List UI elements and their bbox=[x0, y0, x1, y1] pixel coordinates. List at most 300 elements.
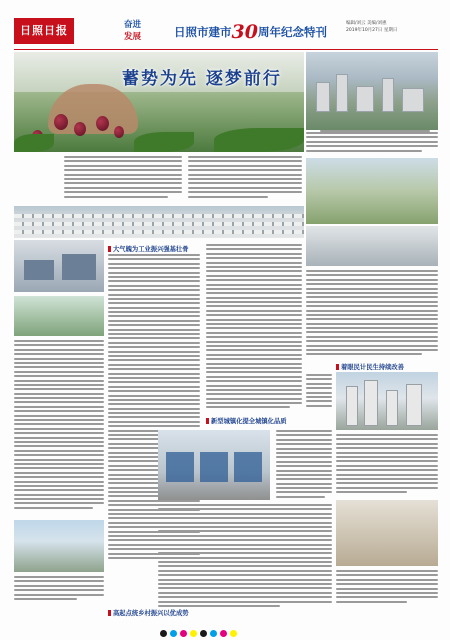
section-heading-rural: 高起点统乡村振兴以优成势 bbox=[108, 608, 189, 617]
text-line bbox=[14, 459, 104, 461]
text-line bbox=[306, 274, 438, 276]
text-line bbox=[158, 605, 280, 607]
text-line bbox=[306, 400, 332, 402]
text-line bbox=[14, 366, 104, 368]
text-line bbox=[336, 478, 438, 480]
middle-column bbox=[206, 244, 302, 411]
slogan-line-1: 奋进 bbox=[124, 20, 142, 30]
text-line bbox=[108, 263, 200, 265]
machine bbox=[24, 260, 54, 280]
text-line bbox=[336, 491, 407, 493]
text-line bbox=[336, 574, 438, 576]
text-line bbox=[306, 378, 332, 380]
text-line bbox=[206, 354, 302, 356]
text-line bbox=[306, 296, 438, 298]
text-line bbox=[206, 332, 302, 334]
text-line bbox=[108, 355, 200, 357]
community-photo bbox=[336, 500, 438, 566]
text-line bbox=[14, 502, 104, 504]
text-line bbox=[336, 487, 438, 489]
section-heading-livelihood: 着眼民计民生持续改善 bbox=[336, 362, 404, 371]
text-line bbox=[206, 393, 302, 395]
text-line bbox=[108, 307, 200, 309]
text-line bbox=[158, 561, 332, 563]
text-line bbox=[206, 275, 302, 277]
text-line bbox=[306, 392, 332, 394]
text-line bbox=[306, 132, 438, 134]
text-line bbox=[306, 345, 438, 347]
text-line bbox=[64, 191, 182, 193]
text-line bbox=[14, 485, 104, 487]
text-line bbox=[14, 410, 104, 412]
text-line bbox=[306, 279, 438, 281]
text-line bbox=[108, 311, 200, 313]
text-line bbox=[276, 452, 332, 454]
text-line bbox=[306, 374, 332, 376]
text-line bbox=[206, 253, 302, 255]
text-line bbox=[64, 160, 182, 162]
text-line bbox=[188, 178, 302, 180]
text-line bbox=[14, 481, 104, 483]
building bbox=[336, 74, 348, 112]
text-line bbox=[108, 359, 200, 361]
right-column bbox=[306, 270, 438, 358]
text-line bbox=[206, 341, 302, 343]
text-line bbox=[158, 539, 332, 541]
print-swatch bbox=[210, 630, 217, 637]
text-line bbox=[14, 340, 104, 342]
text-line bbox=[108, 342, 200, 344]
text-line bbox=[108, 276, 200, 278]
paper-logo: 日照日报 bbox=[14, 18, 74, 44]
storefront-photo bbox=[158, 430, 270, 500]
text-line bbox=[206, 257, 302, 259]
text-line bbox=[306, 150, 422, 152]
text-line bbox=[306, 349, 438, 351]
text-line bbox=[336, 601, 407, 603]
machine bbox=[62, 254, 96, 280]
field-row bbox=[14, 214, 304, 218]
text-line bbox=[14, 371, 104, 373]
left-column bbox=[14, 340, 104, 511]
section-heading-urbanization: 新型城镇化提全城镇化品质 bbox=[206, 416, 287, 425]
text-line bbox=[108, 500, 200, 502]
text-line bbox=[14, 441, 104, 443]
text-line bbox=[14, 380, 104, 382]
text-line bbox=[158, 535, 332, 537]
leaf bbox=[14, 134, 54, 152]
text-line bbox=[14, 594, 104, 596]
tower bbox=[386, 390, 398, 426]
text-line bbox=[336, 443, 438, 445]
text-line bbox=[108, 395, 200, 397]
text-line bbox=[306, 141, 438, 143]
industrial-fields-photo bbox=[14, 206, 304, 238]
text-line bbox=[14, 472, 104, 474]
text-line bbox=[158, 530, 332, 532]
text-line bbox=[206, 380, 302, 382]
text-line bbox=[188, 169, 302, 171]
text-line bbox=[206, 288, 302, 290]
text-line bbox=[336, 447, 438, 449]
text-line bbox=[108, 346, 200, 348]
text-line bbox=[188, 165, 302, 167]
text-line bbox=[206, 244, 302, 246]
text-line bbox=[276, 474, 332, 476]
text-line bbox=[206, 270, 302, 272]
print-swatch bbox=[190, 630, 197, 637]
text-line bbox=[108, 333, 200, 335]
tree-photo bbox=[14, 296, 104, 336]
text-line bbox=[276, 461, 332, 463]
text-line bbox=[306, 327, 438, 329]
print-registration-marks bbox=[160, 622, 290, 630]
text-line bbox=[306, 314, 438, 316]
text-line bbox=[14, 344, 104, 346]
text-line bbox=[158, 579, 332, 581]
text-line bbox=[206, 349, 302, 351]
text-line bbox=[158, 544, 332, 546]
text-line bbox=[188, 160, 302, 162]
text-line bbox=[14, 450, 104, 452]
text-line bbox=[64, 182, 182, 184]
text-line bbox=[336, 460, 438, 462]
text-line bbox=[14, 585, 104, 587]
text-line bbox=[158, 574, 332, 576]
text-line bbox=[14, 494, 104, 496]
text-line bbox=[206, 406, 290, 408]
text-line bbox=[306, 136, 438, 138]
text-line bbox=[206, 358, 302, 360]
text-line bbox=[206, 297, 302, 299]
text-line bbox=[108, 403, 200, 405]
text-line bbox=[14, 375, 104, 377]
tower bbox=[364, 380, 378, 426]
text-line bbox=[206, 301, 302, 303]
text-line bbox=[306, 387, 332, 389]
text-line bbox=[14, 445, 104, 447]
text-line bbox=[14, 428, 104, 430]
text-line bbox=[14, 476, 104, 478]
tower bbox=[406, 384, 422, 426]
text-line bbox=[306, 288, 438, 290]
text-line bbox=[336, 465, 438, 467]
text-line bbox=[108, 368, 200, 370]
text-line bbox=[306, 305, 438, 307]
text-line bbox=[14, 467, 104, 469]
livelihood-column-bottom bbox=[336, 570, 438, 605]
text-line bbox=[108, 254, 200, 256]
urbanization-column bbox=[276, 430, 332, 500]
special-title-suffix: 周年纪念特刊 bbox=[257, 25, 327, 39]
text-line bbox=[206, 363, 302, 365]
text-line bbox=[276, 439, 332, 441]
text-line bbox=[276, 434, 332, 436]
skyline-photo bbox=[336, 372, 438, 430]
text-line bbox=[336, 434, 438, 436]
text-line bbox=[276, 483, 332, 485]
text-line bbox=[14, 353, 104, 355]
park-photo bbox=[306, 158, 438, 224]
text-line bbox=[206, 367, 302, 369]
grape-cluster bbox=[114, 126, 124, 138]
leaf bbox=[134, 132, 194, 152]
text-line bbox=[108, 408, 200, 410]
text-line bbox=[14, 423, 104, 425]
text-line bbox=[14, 388, 104, 390]
text-line bbox=[276, 456, 332, 458]
text-line bbox=[64, 178, 182, 180]
text-line bbox=[276, 491, 332, 493]
text-line bbox=[64, 174, 182, 176]
text-line bbox=[108, 285, 200, 287]
text-line bbox=[306, 145, 438, 147]
text-line bbox=[206, 310, 302, 312]
building bbox=[316, 82, 330, 112]
text-line bbox=[158, 552, 332, 554]
aerial-city-photo bbox=[306, 52, 438, 130]
text-line bbox=[336, 570, 438, 572]
text-line bbox=[306, 292, 438, 294]
text-line bbox=[14, 589, 104, 591]
print-swatch bbox=[160, 630, 167, 637]
text-line bbox=[306, 270, 438, 272]
text-line bbox=[158, 504, 332, 506]
text-line bbox=[206, 284, 302, 286]
text-line bbox=[14, 498, 104, 500]
text-line bbox=[158, 513, 332, 515]
text-line bbox=[158, 557, 332, 559]
grape-cluster bbox=[96, 116, 109, 131]
text-line bbox=[276, 478, 332, 480]
text-line bbox=[14, 397, 104, 399]
text-line bbox=[108, 298, 200, 300]
text-line bbox=[108, 329, 200, 331]
text-line bbox=[14, 362, 104, 364]
text-line bbox=[64, 196, 168, 198]
print-swatch bbox=[180, 630, 187, 637]
text-line bbox=[336, 438, 438, 440]
text-line bbox=[14, 437, 104, 439]
text-line bbox=[108, 412, 200, 414]
text-line bbox=[14, 419, 104, 421]
text-line bbox=[14, 598, 77, 600]
text-line bbox=[108, 373, 200, 375]
text-line bbox=[206, 279, 302, 281]
print-swatch bbox=[200, 630, 207, 637]
text-line bbox=[336, 452, 438, 454]
text-line bbox=[14, 415, 104, 417]
text-line bbox=[108, 364, 200, 366]
text-line bbox=[158, 517, 332, 519]
print-swatch bbox=[170, 630, 177, 637]
text-line bbox=[14, 349, 104, 351]
text-line bbox=[14, 576, 104, 578]
urbanization-column-bottom bbox=[158, 504, 332, 609]
text-line bbox=[108, 324, 200, 326]
text-line bbox=[206, 398, 302, 400]
text-line bbox=[14, 507, 93, 509]
workers-photo bbox=[306, 226, 438, 266]
text-line bbox=[306, 336, 438, 338]
text-line bbox=[188, 156, 302, 158]
text-line bbox=[206, 336, 302, 338]
text-line bbox=[206, 371, 302, 373]
text-line bbox=[108, 272, 200, 274]
text-line bbox=[64, 187, 182, 189]
text-line bbox=[306, 405, 332, 407]
text-line bbox=[336, 469, 438, 471]
text-line bbox=[14, 432, 104, 434]
text-line bbox=[108, 377, 200, 379]
hero-photo bbox=[14, 52, 304, 152]
text-line bbox=[64, 156, 182, 158]
building bbox=[382, 78, 394, 112]
text-line bbox=[188, 191, 302, 193]
text-line bbox=[206, 402, 302, 404]
hero-headline: 蓄势为先 逐梦前行 bbox=[122, 69, 282, 89]
text-line bbox=[108, 399, 200, 401]
issue-editor-line: 编辑/刘云 美编/刘惠 bbox=[346, 21, 387, 26]
text-line bbox=[158, 587, 332, 589]
livelihood-narrow-column bbox=[306, 374, 332, 409]
text-line bbox=[306, 283, 438, 285]
text-line bbox=[158, 592, 332, 594]
lead-column bbox=[64, 156, 182, 200]
text-line bbox=[206, 389, 302, 391]
text-line bbox=[206, 323, 302, 325]
print-swatch bbox=[220, 630, 227, 637]
text-line bbox=[108, 337, 200, 339]
special-title-prefix: 日照市建市 bbox=[174, 25, 232, 39]
slogan bbox=[124, 19, 178, 45]
text-line bbox=[336, 588, 438, 590]
text-line bbox=[306, 353, 422, 355]
text-line bbox=[14, 393, 104, 395]
text-line bbox=[158, 548, 332, 550]
slogan-line-2: 发展 bbox=[124, 32, 142, 42]
lead-column bbox=[188, 156, 302, 200]
text-line bbox=[206, 319, 302, 321]
text-line bbox=[306, 340, 438, 342]
road-photo bbox=[14, 520, 104, 572]
window-pane bbox=[234, 452, 262, 482]
text-line bbox=[64, 165, 182, 167]
issue-date-line: 2019年10月27日 星期日 bbox=[346, 28, 398, 33]
text-line bbox=[108, 351, 200, 353]
text-line bbox=[108, 267, 200, 269]
masthead-rule bbox=[14, 49, 438, 50]
text-line bbox=[276, 470, 332, 472]
text-line bbox=[306, 301, 438, 303]
print-swatch bbox=[230, 630, 237, 637]
special-issue-title bbox=[174, 21, 327, 43]
text-line bbox=[336, 474, 438, 476]
tower bbox=[346, 386, 358, 426]
text-line bbox=[14, 580, 104, 582]
text-line bbox=[206, 262, 302, 264]
text-line bbox=[108, 302, 200, 304]
text-line bbox=[206, 376, 302, 378]
text-line bbox=[108, 315, 200, 317]
text-line bbox=[14, 358, 104, 360]
text-line bbox=[108, 386, 200, 388]
text-line bbox=[206, 345, 302, 347]
masthead bbox=[14, 16, 434, 48]
window-pane bbox=[200, 452, 228, 482]
text-line bbox=[276, 443, 332, 445]
grape-cluster bbox=[74, 122, 86, 136]
text-line bbox=[158, 583, 332, 585]
text-line bbox=[158, 596, 332, 598]
text-line bbox=[276, 448, 332, 450]
text-line bbox=[108, 294, 200, 296]
text-line bbox=[14, 489, 104, 491]
text-line bbox=[206, 248, 302, 250]
text-line bbox=[206, 327, 302, 329]
window-pane bbox=[166, 452, 194, 482]
text-line bbox=[306, 383, 332, 385]
text-line bbox=[108, 416, 200, 418]
anniversary-number: 30 bbox=[231, 21, 258, 43]
text-line bbox=[306, 323, 438, 325]
text-line bbox=[206, 305, 302, 307]
section-heading-industry: 大气魄为工业振兴强基壮骨 bbox=[108, 244, 189, 253]
text-line bbox=[64, 169, 182, 171]
text-line bbox=[306, 310, 438, 312]
text-line bbox=[158, 508, 332, 510]
text-line bbox=[336, 456, 438, 458]
text-line bbox=[108, 421, 200, 423]
text-line bbox=[14, 454, 104, 456]
text-line bbox=[206, 385, 302, 387]
text-line bbox=[158, 570, 332, 572]
text-line bbox=[188, 182, 302, 184]
grape-cluster bbox=[54, 114, 68, 130]
text-line bbox=[108, 390, 200, 392]
field-row bbox=[14, 230, 304, 234]
text-line bbox=[158, 522, 332, 524]
text-line bbox=[14, 401, 104, 403]
text-line bbox=[158, 526, 332, 528]
text-line bbox=[336, 583, 438, 585]
leaf bbox=[214, 128, 304, 152]
text-line bbox=[158, 601, 332, 603]
text-line bbox=[108, 425, 200, 427]
text-line bbox=[14, 384, 104, 386]
text-line bbox=[188, 187, 302, 189]
factory-photo bbox=[14, 240, 104, 292]
text-line bbox=[158, 565, 332, 567]
text-line bbox=[336, 579, 438, 581]
text-line bbox=[306, 318, 438, 320]
field-row bbox=[14, 222, 304, 226]
text-line bbox=[206, 314, 302, 316]
building bbox=[356, 86, 374, 112]
text-line bbox=[306, 331, 438, 333]
issue-info bbox=[346, 20, 436, 34]
text-line bbox=[108, 320, 200, 322]
text-line bbox=[336, 592, 438, 594]
text-line bbox=[276, 465, 332, 467]
right-column-top bbox=[306, 132, 438, 154]
text-line bbox=[206, 266, 302, 268]
text-line bbox=[14, 463, 104, 465]
text-line bbox=[206, 292, 302, 294]
text-line bbox=[336, 596, 438, 598]
text-line bbox=[108, 280, 200, 282]
livelihood-column bbox=[336, 434, 438, 495]
